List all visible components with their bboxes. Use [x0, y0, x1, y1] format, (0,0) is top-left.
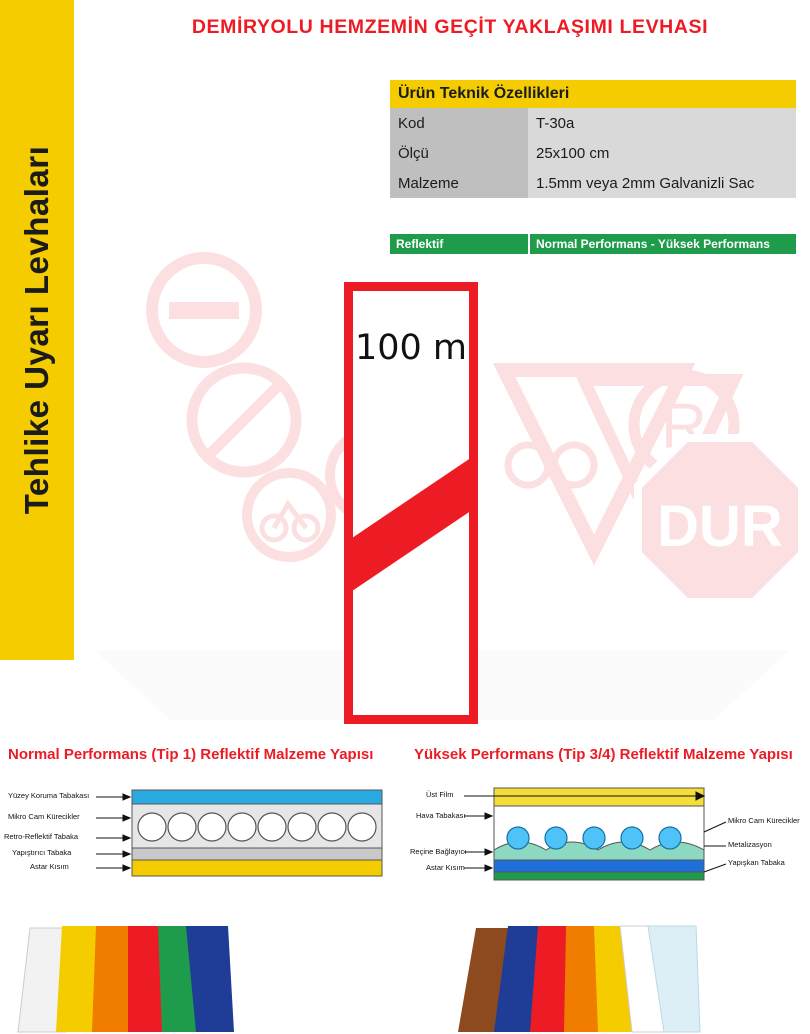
table-row: [390, 138, 796, 168]
layer-primer: [494, 860, 704, 872]
layer-adhesive-back: [494, 872, 704, 880]
layer-adhesive: [132, 848, 382, 860]
table-row: [390, 108, 796, 138]
no-parking-sign-watermark: [192, 368, 296, 472]
reflective-values: Normal Performans - Yüksek Performans: [528, 234, 796, 254]
diagram-left-label-4: Astar Kısım: [30, 862, 69, 871]
diagram-right-label-4: Mikro Cam Kürecikler: [728, 816, 800, 825]
table-row: [390, 168, 796, 198]
diagram-left-label-2: Retro-Reflektif Tabaka: [4, 832, 79, 841]
spec-table: [390, 80, 796, 198]
reflective-label: Reflektif: [390, 234, 528, 254]
diagram-right-label-2: Reçine Bağlayıcı: [410, 847, 467, 856]
section-title-normal-performance: Normal Performans (Tip 1) Reflektif Malzeme Yapısı: [8, 746, 374, 763]
stop-sign-watermark: [638, 438, 802, 602]
diagram-right-label-1: Hava Tabakası: [416, 811, 466, 820]
yield-sign-watermark-2: [584, 380, 734, 540]
spec-key-malzeme: Malzeme: [390, 168, 528, 198]
reflective-row: [390, 234, 796, 254]
sign-distance-label: 100 m: [354, 328, 468, 368]
diagram-left-label-1: Mikro Cam Kürecikler: [8, 812, 80, 821]
layer-top-film: [494, 788, 704, 806]
spec-value-kod: T-30a: [528, 108, 796, 138]
swatch-fan-high: [404, 908, 810, 1034]
spec-value-malzeme: 1.5mm veya 2mm Galvanizli Sac: [528, 168, 796, 198]
railway-crossing-sign: [344, 282, 478, 724]
diagram-normal-performance: [0, 780, 404, 900]
section-title-high-performance: Yüksek Performans (Tip 3/4) Reflektif Malzeme Yapısı: [414, 746, 793, 763]
diagram-right-label-0: Üst Film: [426, 790, 454, 799]
diagram-left-label-3: Yapıştırıcı Tabaka: [12, 848, 72, 857]
yield-sign-watermark: [504, 370, 684, 550]
small-circles-watermark: [508, 445, 594, 485]
diagram-right-label-3: Astar Kısım: [426, 863, 465, 872]
diagram-left-label-0: Yüzey Koruma Tabakası: [8, 791, 90, 800]
side-band-label: Tehlike Uyarı Levhaları: [18, 145, 55, 515]
diagram-right-label-6: Yapışkan Tabaka: [728, 858, 785, 867]
spec-value-olcu: 25x100 cm: [528, 138, 796, 168]
r-sign-watermark: [634, 375, 734, 475]
spec-table-header: Ürün Teknik Özellikleri: [390, 80, 796, 108]
no-entry-sign-watermark: [152, 258, 256, 362]
layer-liner: [132, 860, 382, 876]
table-row-header: [390, 80, 796, 108]
swatch-fan-normal: [0, 908, 404, 1034]
diagram-high-performance: [404, 780, 810, 900]
bicycle-sign-watermark: [247, 473, 331, 557]
svg-text:R: R: [660, 390, 708, 462]
diagram-right-label-5: Metalizasyon: [728, 840, 772, 849]
spec-key-olcu: Ölçü: [390, 138, 528, 168]
side-band: [0, 0, 74, 660]
svg-text:DUR: DUR: [657, 494, 783, 559]
page-title: DEMİRYOLU HEMZEMİN GEÇİT YAKLAŞIMI LEVHASI: [191, 16, 709, 38]
spec-key-kod: Kod: [390, 108, 528, 138]
layer-surface-protection: [132, 790, 382, 804]
